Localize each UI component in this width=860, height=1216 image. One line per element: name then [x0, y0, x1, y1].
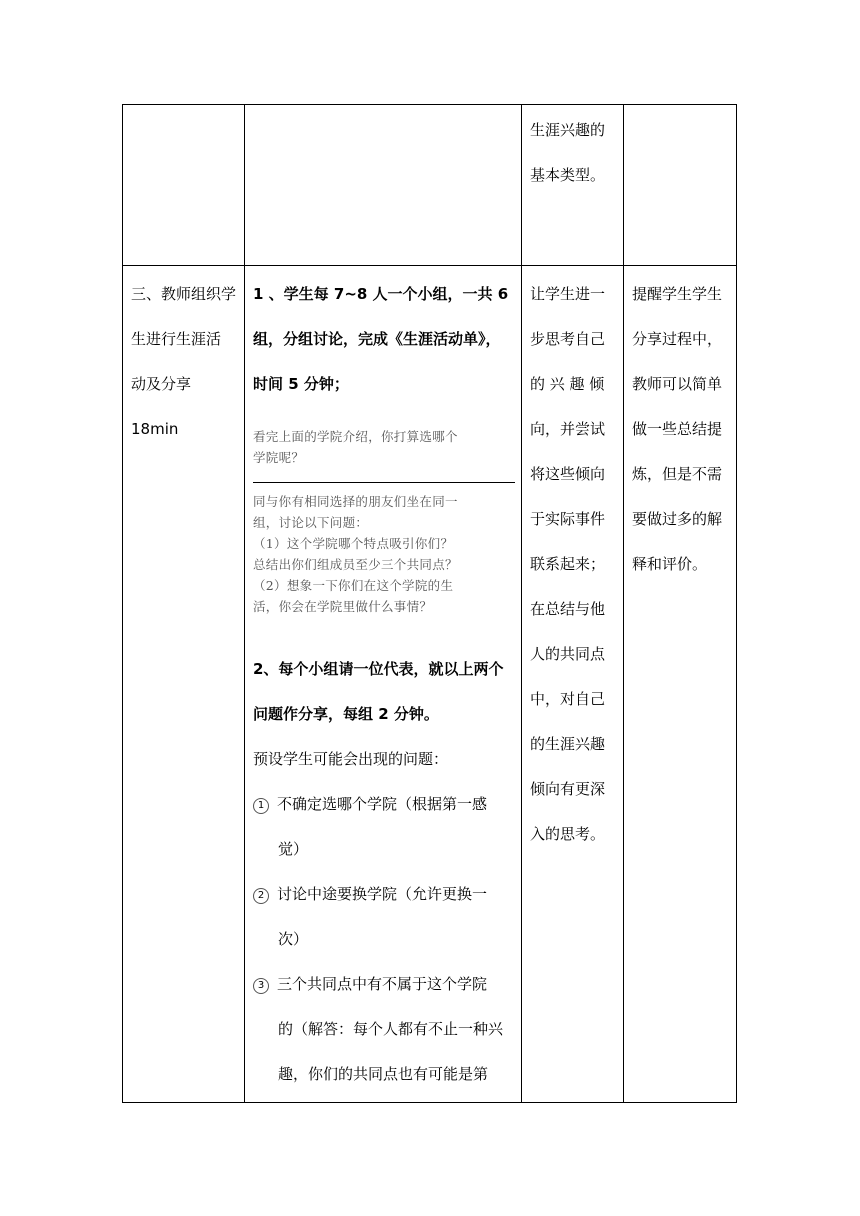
- text-line: 将这些倾向: [530, 465, 606, 483]
- text-line: 入的思考。: [530, 825, 606, 843]
- text-line: 分享过程中，: [632, 330, 723, 348]
- text-line: 总结出你们组成员至少三个共同点？: [253, 557, 458, 572]
- activity-sheet-question: [253, 426, 515, 468]
- activity-sheet-discussion: [253, 491, 515, 617]
- text-line: 向，并尝试: [530, 420, 606, 438]
- text-line: 学院呢？: [253, 450, 305, 465]
- step2-text: [253, 659, 515, 749]
- cell-r2-c4: [624, 266, 737, 1103]
- circled-number: 2: [253, 888, 269, 904]
- text-line: 问题作分享，每组 2 分钟。: [253, 705, 439, 723]
- text-line: 联系起来；: [530, 555, 606, 573]
- text-line: 提醒学生学生: [632, 285, 723, 303]
- text-line: 炼，但是不需: [632, 465, 723, 483]
- circled-number: 3: [253, 978, 269, 994]
- table-row: [123, 105, 737, 266]
- text-line: 组，分组讨论，完成《生涯活动单》，: [253, 330, 501, 348]
- cell-r1-c1: [123, 105, 245, 266]
- preset-heading: 预设学生可能会出现的问题：: [253, 750, 449, 768]
- text-line: 三、教师组织学: [131, 285, 237, 303]
- list-item: 3 三个共同点中有不属于这个学院: [253, 974, 515, 1019]
- text-line: 人的共同点: [530, 645, 606, 663]
- cell-r2-c2: [245, 266, 522, 1103]
- text-line: 觉）: [278, 840, 309, 858]
- cell-r1-c3: [522, 105, 624, 266]
- text-line: 动及分享: [131, 375, 192, 393]
- text-line: 做一些总结提: [632, 420, 723, 438]
- text-line: （2）想象一下你们在这个学院的生: [253, 578, 454, 593]
- step1-text: [253, 284, 515, 419]
- text-line: 1 、学生每 7~8 人一个小组，一共 6: [253, 285, 509, 303]
- text-line: 次）: [278, 930, 309, 948]
- lesson-plan-table: [122, 104, 737, 1103]
- text-line: 的（解答：每个人都有不止一种兴: [278, 1020, 504, 1038]
- cell-r1-c4: [624, 105, 737, 266]
- text-line: 时间 5 分钟；: [253, 375, 349, 393]
- text-line: 让学生进一: [530, 285, 606, 303]
- text-line: 的生涯兴趣: [530, 735, 606, 753]
- list-item: 1 不确定选哪个学院（根据第一感: [253, 794, 515, 839]
- text-line: 在总结与他: [530, 600, 606, 618]
- text-line: 步思考自己: [530, 330, 606, 348]
- list-item: 2 讨论中途要换学院（允许更换一: [253, 884, 515, 929]
- text-line: 同与你有相同选择的朋友们坐在同一: [253, 494, 458, 509]
- text-line: （1）这个学院哪个特点吸引你们？: [253, 536, 454, 551]
- cell-r2-c1: [123, 266, 245, 1103]
- text-line: 18min: [131, 420, 179, 438]
- cell-r2-c3: [522, 266, 624, 1103]
- text-line: 趣，你们的共同点也有可能是第: [278, 1065, 489, 1083]
- text-line: 生进行生涯活: [131, 330, 222, 348]
- text-line: 看完上面的学院介绍，你打算选哪个: [253, 429, 458, 444]
- text-line: 2、每个小组请一位代表，就以上两个: [253, 660, 504, 678]
- divider: [253, 482, 515, 483]
- text-line: 组，讨论以下问题：: [253, 515, 369, 530]
- text-line: 教师可以简单: [632, 375, 723, 393]
- text-line: 要做过多的解: [632, 510, 723, 528]
- cell-r1-c2: [245, 105, 522, 266]
- circled-number: 1: [253, 798, 269, 814]
- table-row: [123, 266, 737, 1103]
- text-line: 活，你会在学院里做什么事情？: [253, 599, 433, 614]
- text-line: 倾向有更深: [530, 780, 606, 798]
- text-line: 中，对自己: [530, 690, 606, 708]
- text-line: 基本类型。: [530, 166, 606, 184]
- text-line: 生涯兴趣的: [530, 121, 606, 139]
- text-line: 于实际事件: [530, 510, 606, 528]
- text-line: 释和评价。: [632, 555, 708, 573]
- text-line: 的 兴 趣 倾: [530, 375, 605, 393]
